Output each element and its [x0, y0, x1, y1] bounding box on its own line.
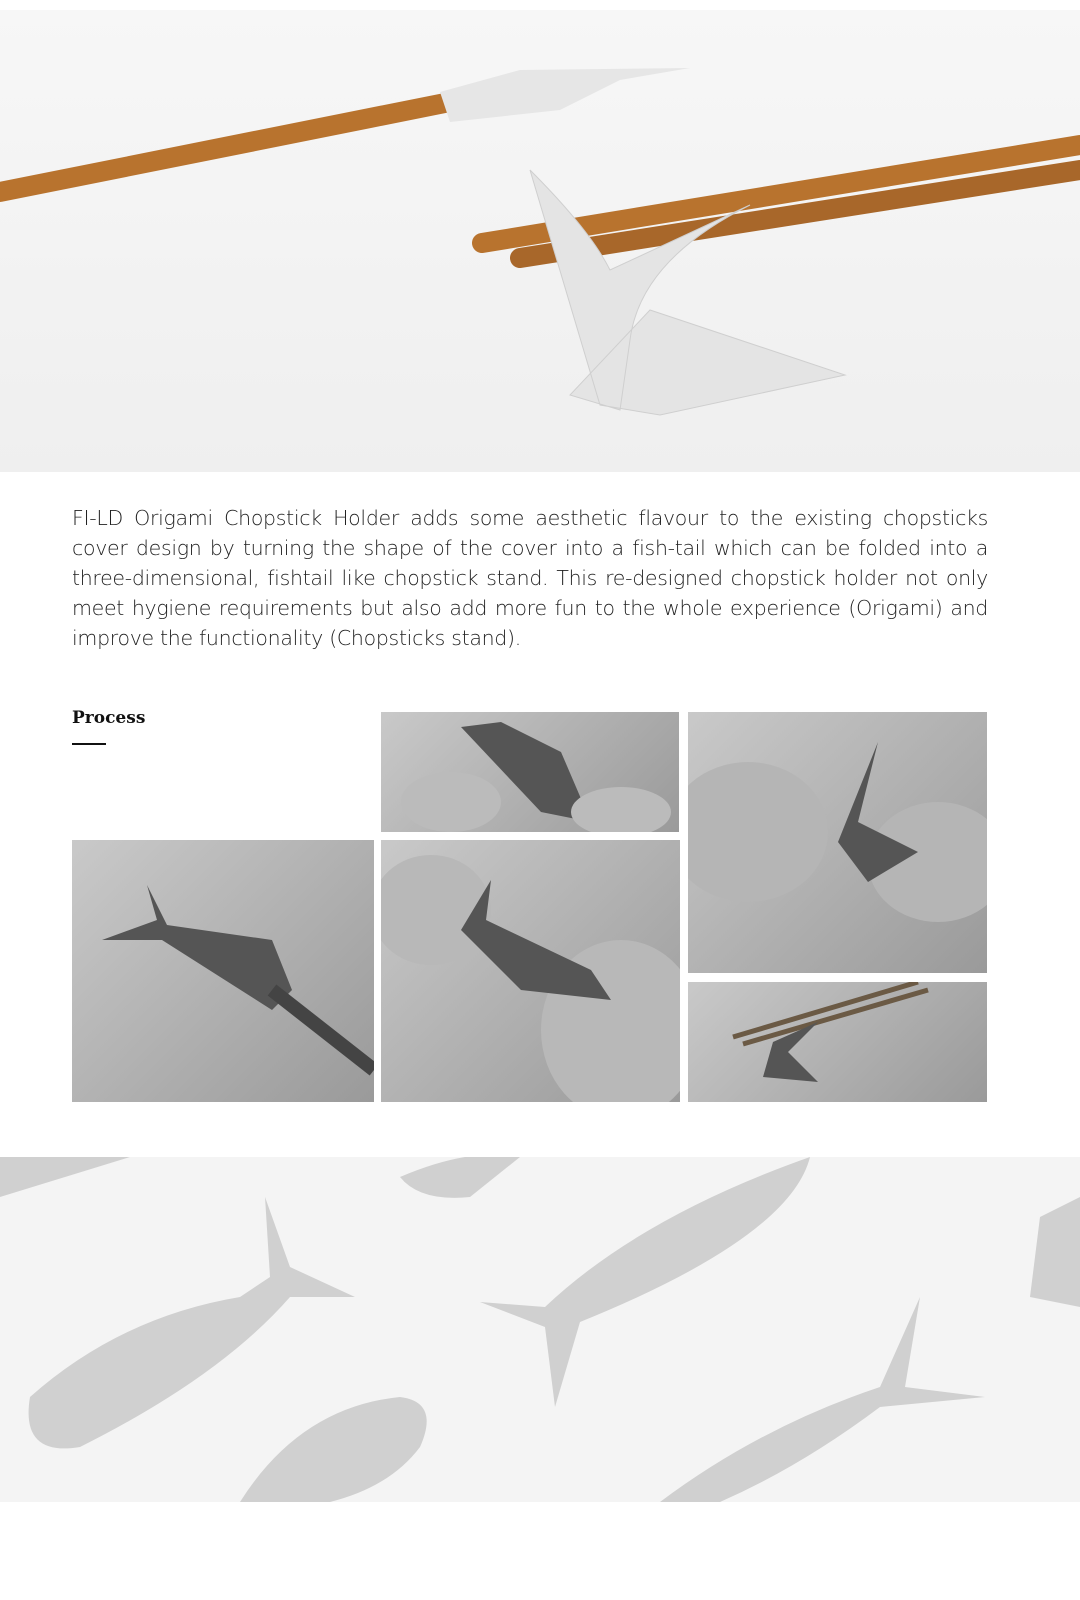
process-photo-1 [381, 712, 679, 832]
process-photo-5 [688, 982, 987, 1102]
heading-underline [72, 743, 106, 745]
process-heading: Process [72, 708, 146, 728]
process-photo-4 [381, 840, 680, 1102]
project-description: FI-LD Origami Chopstick Holder adds some aesthetic flavour to the existing chopsticks cover design by turning the shape of the cover into a fish-tail which can be folded into a three-dimensional, fishtail like chopstick stand. This re-designed chopstick holder not only meet hygiene requirements but also add more fun to the whole experience (Origami) and improve the functionality (Chopsticks stand). [72, 506, 988, 650]
process-photo-3 [72, 840, 374, 1102]
process-photo-2 [688, 712, 987, 973]
chopstick-holder-render [0, 10, 1080, 472]
hero-image [0, 10, 1080, 472]
fish-pattern-image [0, 1157, 1080, 1502]
